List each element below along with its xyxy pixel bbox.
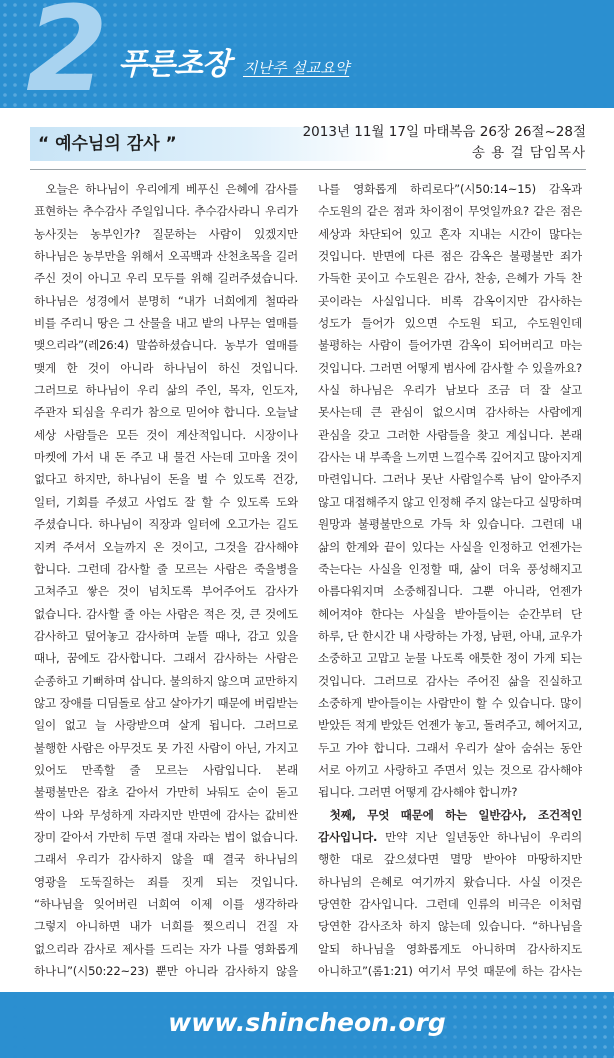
sermon-body: [34, 178, 582, 983]
body-column-left: [34, 178, 298, 983]
section-number: 2: [26, 0, 107, 108]
sermon-date-scripture: 2013년 11월 17일 마태복음 26장 26절~28절: [302, 124, 586, 140]
section-brand-title: 푸른초장: [118, 47, 230, 82]
body-paragraph: 오늘은 하나님이 우리에게 베푸신 은혜에 감사를 표현하는 추수감사 주일입니다. 추수감사라니 우리가 농사짓는 농부인가? 질문하는 사람이 있겠지만 하나님은 농부만을 위해서 오곡백과 산천초목을 길러 주신 것이 아니고 우리 모두를 위해 길러주셨습니다. 하나님은 성경에서 분명히 “내가 너희에게 철따라 비를 주리니 땅은 그 산물을 내고 밭의 나무는 열매를 맺으리라”(레26:4) 말씀하셨습니다. 농부가 열매를 맺게 한 것이 아니라 하나님이 하신 것입니다. 그러므로 하나님이 우리 삶의 주인, 목자, 인도자, 주관자 되심을 우리가 참으로 믿어야 합니다. 오늘날 세상 사람들은 모든 것이 계산적입니다. 시장이나 마켓에 가서 내 돈 주고 내 물건 사는데 고마울 것이 없다고 하지만, 하나님이 돈을 벌 수 있도록 건강, 일터, 기회를 주셨고 사업도 잘 할 수 있도록 도와 주셨습니다. 하나님이 직장과 일터에 오고가는 길도 지켜 주셔서 오늘까지 온 것이고, 그것을 감사해야 합니다. 그런데 감사할 줄 모르는 사람은 죽을병을 고쳐주고 쌓은 것이 넘치도록 부어주어도 감사가 없습니다. 감사할 줄 아는 사람은 적은 것, 큰 것에도 감사하고 덮어놓고 감사하며 눈뜰 때나, 감고 있을 때나, 꿈에도 감사합니다. 그래서 감사하는 사람은 순종하고 기뻐하며 삽니다. 불의하지 않으며 교만하지 않고 장애를 디딤돌로 삼고 살아가기 때문에 버림받는 일이 없고 늘 사랑받으며 살게 됩니다. 그러므로 불행한 사람은 아무것도 못 가진 사람이 아닌, 가지고 있어도 만족할 줄 모르는 사람입니다. 본래 불평불만은 잡초 같아서 가만히 놔둬도 순이 돋고 싹이 나와 무성하게 자라지만 반면에 감사는 값비싼 장미 같아서 가만히 두면 절대 자라는 법이 없습니다. 그래서 우리가 감사하지 않을 때 결국 하나님의 영광을 도둑질하는 죄를 짓게 되는 것입니다. “하나님을 잊어버린 너희여 이제 이를 생각하라 그렇지 아니하면 내가 너희를 찢으리니 건질 자 없으리라 감사로 제사를 드리는 자가 나를 영화롭게 하나니”(시50:22~23) 뿐만 아니라 감사하지 않을: [34, 182, 298, 979]
sermon-heading: [30, 119, 586, 169]
point-one-heading: 첫째, 무엇 때문에 하는 일반감사, 조건적인 감사입니다.: [318, 807, 582, 844]
body-paragraph-point-one: [318, 804, 582, 983]
page-footer: [0, 992, 614, 1058]
section-subtitle: 지난주 설교요약: [243, 59, 350, 77]
point-one-text: 만약 지난 일년동안 하나님이 우리의 행한 대로 갚으셨다면 멸망 받아야 마땅하지만 하나님의 은혜로 여기까지 왔습니다. 사실 이것은 당연한 감사입니다. 그런데 인류의 비극은 이처럼 당연한 감사조차 하지 않는데 있습니다. “하나님을 알되 하나님을 영화롭게도 아니하며 감사하지도 아니하고”(롬1:21) 여기서 무엇 때문에 하는 감사는: [318, 829, 582, 979]
website-url: www.shincheon.org: [168, 1008, 446, 1037]
body-column-right: [318, 178, 582, 983]
sermon-title: “ 예수님의 감사 ”: [30, 127, 390, 161]
body-paragraph: 나를 영화롭게 하리로다”(시50:14~15) 감옥과 수도원의 같은 점과 차이점이 무엇일까요? 같은 점은 세상과 차단되어 있고 혼자 지내는 시간이 많다는 것입니다. 반면에 다른 점은 감옥은 불평불만 죄가 가득한 곳이고 수도원은 감사, 찬송, 은혜가 가득 찬 곳이라는 사실입니다. 비록 감옥이지만 감사하는 성도가 들어가 있으면 수도원 되고, 수도원인데 불평하는 사람이 들어가면 감옥이 되어버리고 마는 것입니다. 그러면 어떻게 범사에 감사할 수 있을까요?사실 하나님은 우리가 남보다 조금 더 잘 살고 못사는데 큰 관심이 없으시며 감사하는 사람에게 관심을 갖고 그러한 사람들을 찾고 계십니다. 본래 감사는 내 부족을 느끼면 느낄수록 깊어지고 많아지게 마련입니다. 그러나 못난 사람일수록 남이 알아주지 않고 대접해주지 않고 인정해 주지 않는다고 실망하며 원망과 불평불만으로 가득 차 있습니다. 그런데 내 삶의 한계와 끝이 있다는 사실을 인정하고 언젠가는 죽는다는 사실을 인정할 때, 삶이 더욱 풍성해지고 아름다워지며 소중해집니다. 그뿐 아니라, 언젠가 헤어져야 한다는 사실을 받아들이는 순간부터 단 하루, 단 한시간 내 사랑하는 가정, 남편, 아내, 교우가 소중하고 고맙고 눈물 나도록 애틋한 정이 가게 되는 것입니다. 그러므로 감사는 주어진 삶을 진실하고 소중하게 받아들이는 사람만이 할 수 있습니다. 많이 받았든 적게 받았든 언젠가 놓고, 돌려주고, 헤어지고, 두고 가야 합니다. 그래서 우리가 살아 숨쉬는 동안 서로 아끼고 사랑하고 주면서 있는 것으로 감사해야 됩니다. 그러면 어떻게 감사해야 합니까?: [318, 182, 582, 800]
sermon-preacher: 송 용 걸 담임목사: [471, 145, 586, 161]
heading-divider: [30, 169, 586, 170]
page-header: [0, 0, 614, 108]
